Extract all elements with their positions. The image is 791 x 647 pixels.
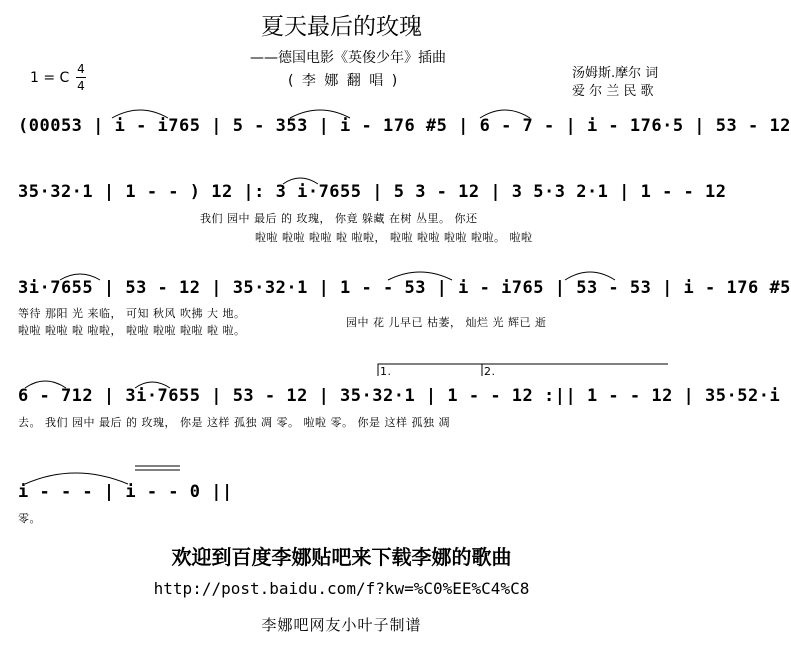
score-row-3-lyric-1: 等待 那阳 光 来临， 可知 秋风 吹拂 大 地。 <box>18 307 246 320</box>
lyricist-credit: 汤姆斯.摩尔 词 <box>572 66 659 81</box>
score-row-4-notes: 6 - 712 | 3i·7655 | 53 - 12 | 35·32·1 | 1 - - 12 :|| 1 - - 12 | 35·52·i <box>18 386 781 406</box>
score-row-2-notes: 35·32·1 | 1 - - ) 12 |: 3 i·7655 | 5 3 - 12 | 3 5·3 2·1 | 1 - - 12 <box>18 182 727 202</box>
score-row-1-notes: (00053 | i - i765 | 5 - 353 | i - 176 #5 | 6 - 7 - | i - 176·5 | 53 - 12 <box>18 116 791 136</box>
score-row-3-lyric-3: 园中 花 儿早已 枯萎， 灿烂 光 辉已 逝 <box>346 316 547 329</box>
song-title: 夏天最后的玫瑰 <box>261 14 422 40</box>
time-signature-top: 4 <box>77 62 85 76</box>
song-subtitle: ——德国电影《英俊少年》插曲 <box>250 50 446 66</box>
volta-2-label: 2. <box>484 365 496 378</box>
singer-credit: ( 李 娜 翻 唱 ) <box>288 73 400 89</box>
score-row-5-notes: i - - - | i - - 0 || <box>18 482 233 502</box>
composer-credit: 爱 尔 兰 民 歌 <box>572 84 654 99</box>
score-row-2-lyric-1: 我们 园中 最后 的 玫瑰， 你竟 躲藏 在树 丛里。 你还 <box>200 212 478 225</box>
transcriber-credit: 李娜吧网友小叶子制谱 <box>261 616 422 634</box>
score-row-5-lyric: 零。 <box>18 512 41 525</box>
time-signature-bottom: 4 <box>77 79 85 93</box>
welcome-banner: 欢迎到百度李娜贴吧来下载李娜的歌曲 <box>171 545 512 569</box>
score-row-3-lyric-2: 啦啦 啦啦 啦 啦啦， 啦啦 啦啦 啦啦 啦 啦。 <box>18 324 246 337</box>
download-url: http://post.baidu.com/f?kw=%C0%EE%C4%C8 <box>153 579 530 598</box>
volta-1-label: 1. <box>380 365 392 378</box>
score-row-2-lyric-2: 啦啦 啦啦 啦啦 啦 啦啦， 啦啦 啦啦 啦啦 啦啦。 啦啦 <box>255 231 533 244</box>
score-row-3-notes: 3i·7655 | 53 - 12 | 35·32·1 | 1 - - 53 | i - i765 | 53 - 53 | i - 176 #5 <box>18 278 791 298</box>
key-signature: 1 = C <box>30 70 70 86</box>
score-row-4-lyric: 去。 我们 园中 最后 的 玫瑰， 你是 这样 孤独 凋 零。 啦啦 零。 你是 这样 孤独 凋 <box>18 416 450 429</box>
